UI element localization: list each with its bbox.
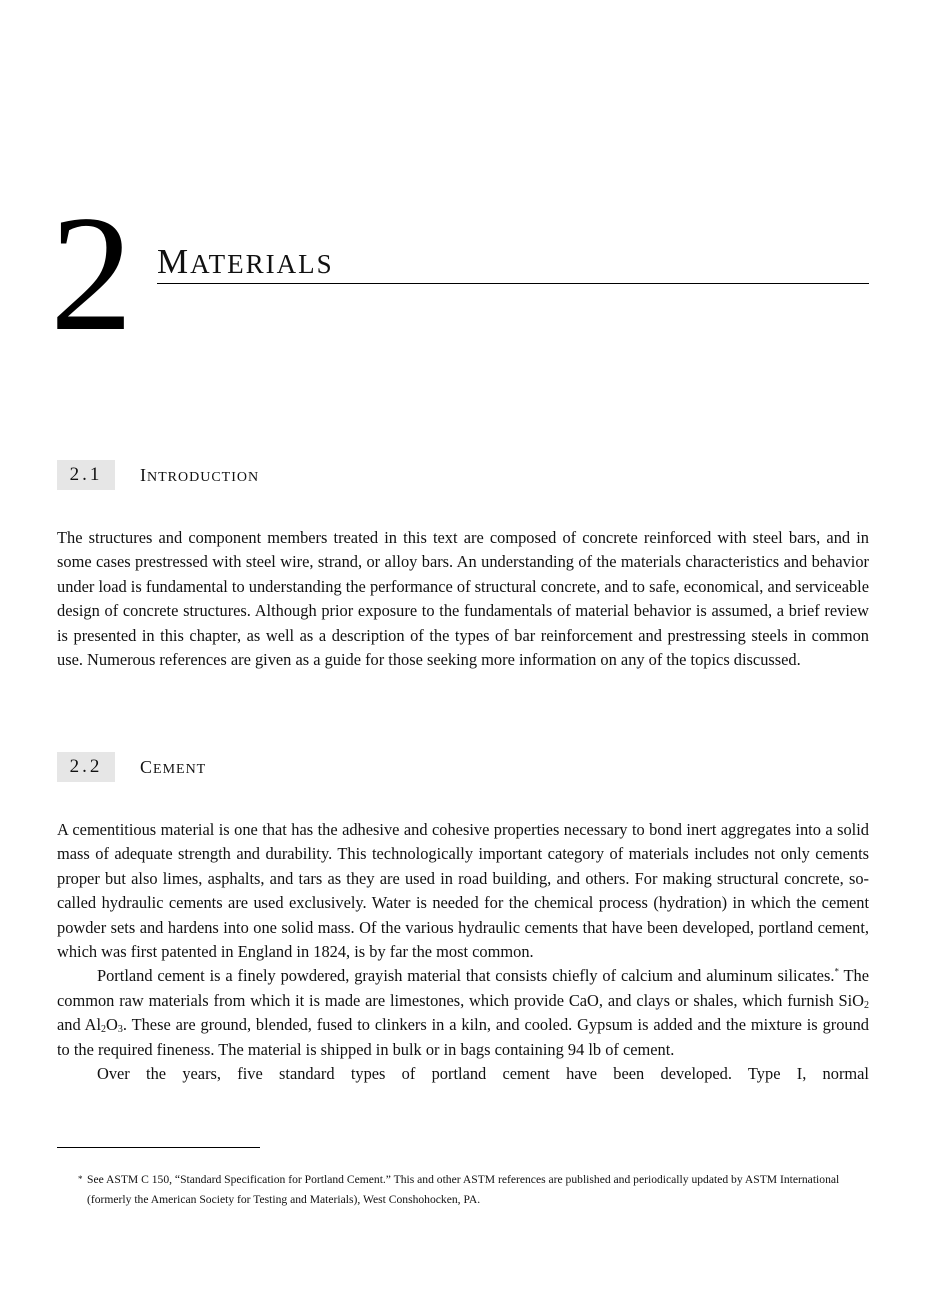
section-title	[140, 757, 206, 778]
chapter-title-initial: M	[157, 242, 191, 281]
subscript: 3	[117, 1024, 123, 1036]
section-heading-introduction	[57, 460, 869, 490]
footnote	[78, 1170, 870, 1210]
section-number: 2.1	[57, 460, 115, 490]
cement-paragraph-1: A cementitious material is one that has the adhesive and cohesive properties necessary to bond inert aggregates into a solid mass of adequate strength and durability. This technologically important category of materials includes not only cements proper but also limes, asphalts, and tars as they are used in road building, and others. For making structural concrete, so-called hydraulic cements are used exclusively. Water is needed for the chemical process (hydration) in which the cement powder sets and hardens into one solid mass. Of the various hydraulic cements that have been developed, portland cement, which was first patented in England in 1824, is by far the most common.	[57, 820, 869, 962]
subscript: 2	[864, 999, 869, 1011]
section-title-rest: NTRODUCTION	[147, 469, 260, 485]
paragraph-text: Portland cement is a finely powdered, grayish material that consists chiefly of calcium and aluminum silicates.	[97, 966, 835, 986]
subscript: 2	[101, 1024, 107, 1036]
paragraph-text: and Al	[57, 1015, 102, 1035]
section-number: 2.2	[57, 752, 115, 782]
cement-paragraph-3: Over the years, five standard types of portland cement have been developed. Type I, normal	[97, 1064, 869, 1084]
section-title	[140, 465, 259, 486]
footnote-rule	[57, 1147, 260, 1148]
section-heading-cement	[57, 752, 869, 782]
section-title-initial: I	[140, 464, 147, 485]
paragraph-text: . These are ground, blended, fused to clinkers in a kiln, and cooled. Gypsum is added and the mixture is ground to the required fineness. The material is shipped in bulk or in bags containing 94 lb of cement.	[57, 1015, 870, 1059]
section-title-initial: C	[140, 756, 154, 777]
cement-body	[57, 818, 869, 1086]
introduction-paragraph: The structures and component members treated in this text are composed of concrete reinforced with steel bars, and in some cases prestressed with steel wire, strand, or alloy bars. An understanding of the materials characteristics and behavior under load is fundamental to understanding the performance of structural concrete, and to safe, economical, and serviceable design of concrete structures. Although prior exposure to the fundamentals of material behavior is assumed, a brief review is presented in this chapter, as well as a description of the types of bar reinforcement and prestressing steels in common use. Numerous references are given as a guide for those seeking more information on any of the topics discussed.	[57, 528, 869, 670]
chapter-title	[157, 244, 869, 284]
chapter-number: 2	[50, 181, 133, 365]
paragraph-text: O	[106, 1015, 118, 1035]
footnote-text: See ASTM C 150, “Standard Specification for Portland Cement.” This and other ASTM references are published and periodically updated by ASTM International (formerly the American Society for Testing and Materials), West Conshohocken, PA.	[87, 1173, 840, 1206]
footnote-reference[interactable]: *	[834, 966, 839, 977]
footnote-mark: *	[78, 1174, 83, 1184]
paragraph-text: The common raw materials from which it is made are limestones, which provide CaO, and clays or shales, which furnish SiO	[57, 966, 869, 1010]
chapter-title-rest: ATERIALS	[190, 249, 334, 279]
cement-paragraph-2	[57, 964, 869, 1062]
section-title-rest: EMENT	[153, 761, 207, 777]
